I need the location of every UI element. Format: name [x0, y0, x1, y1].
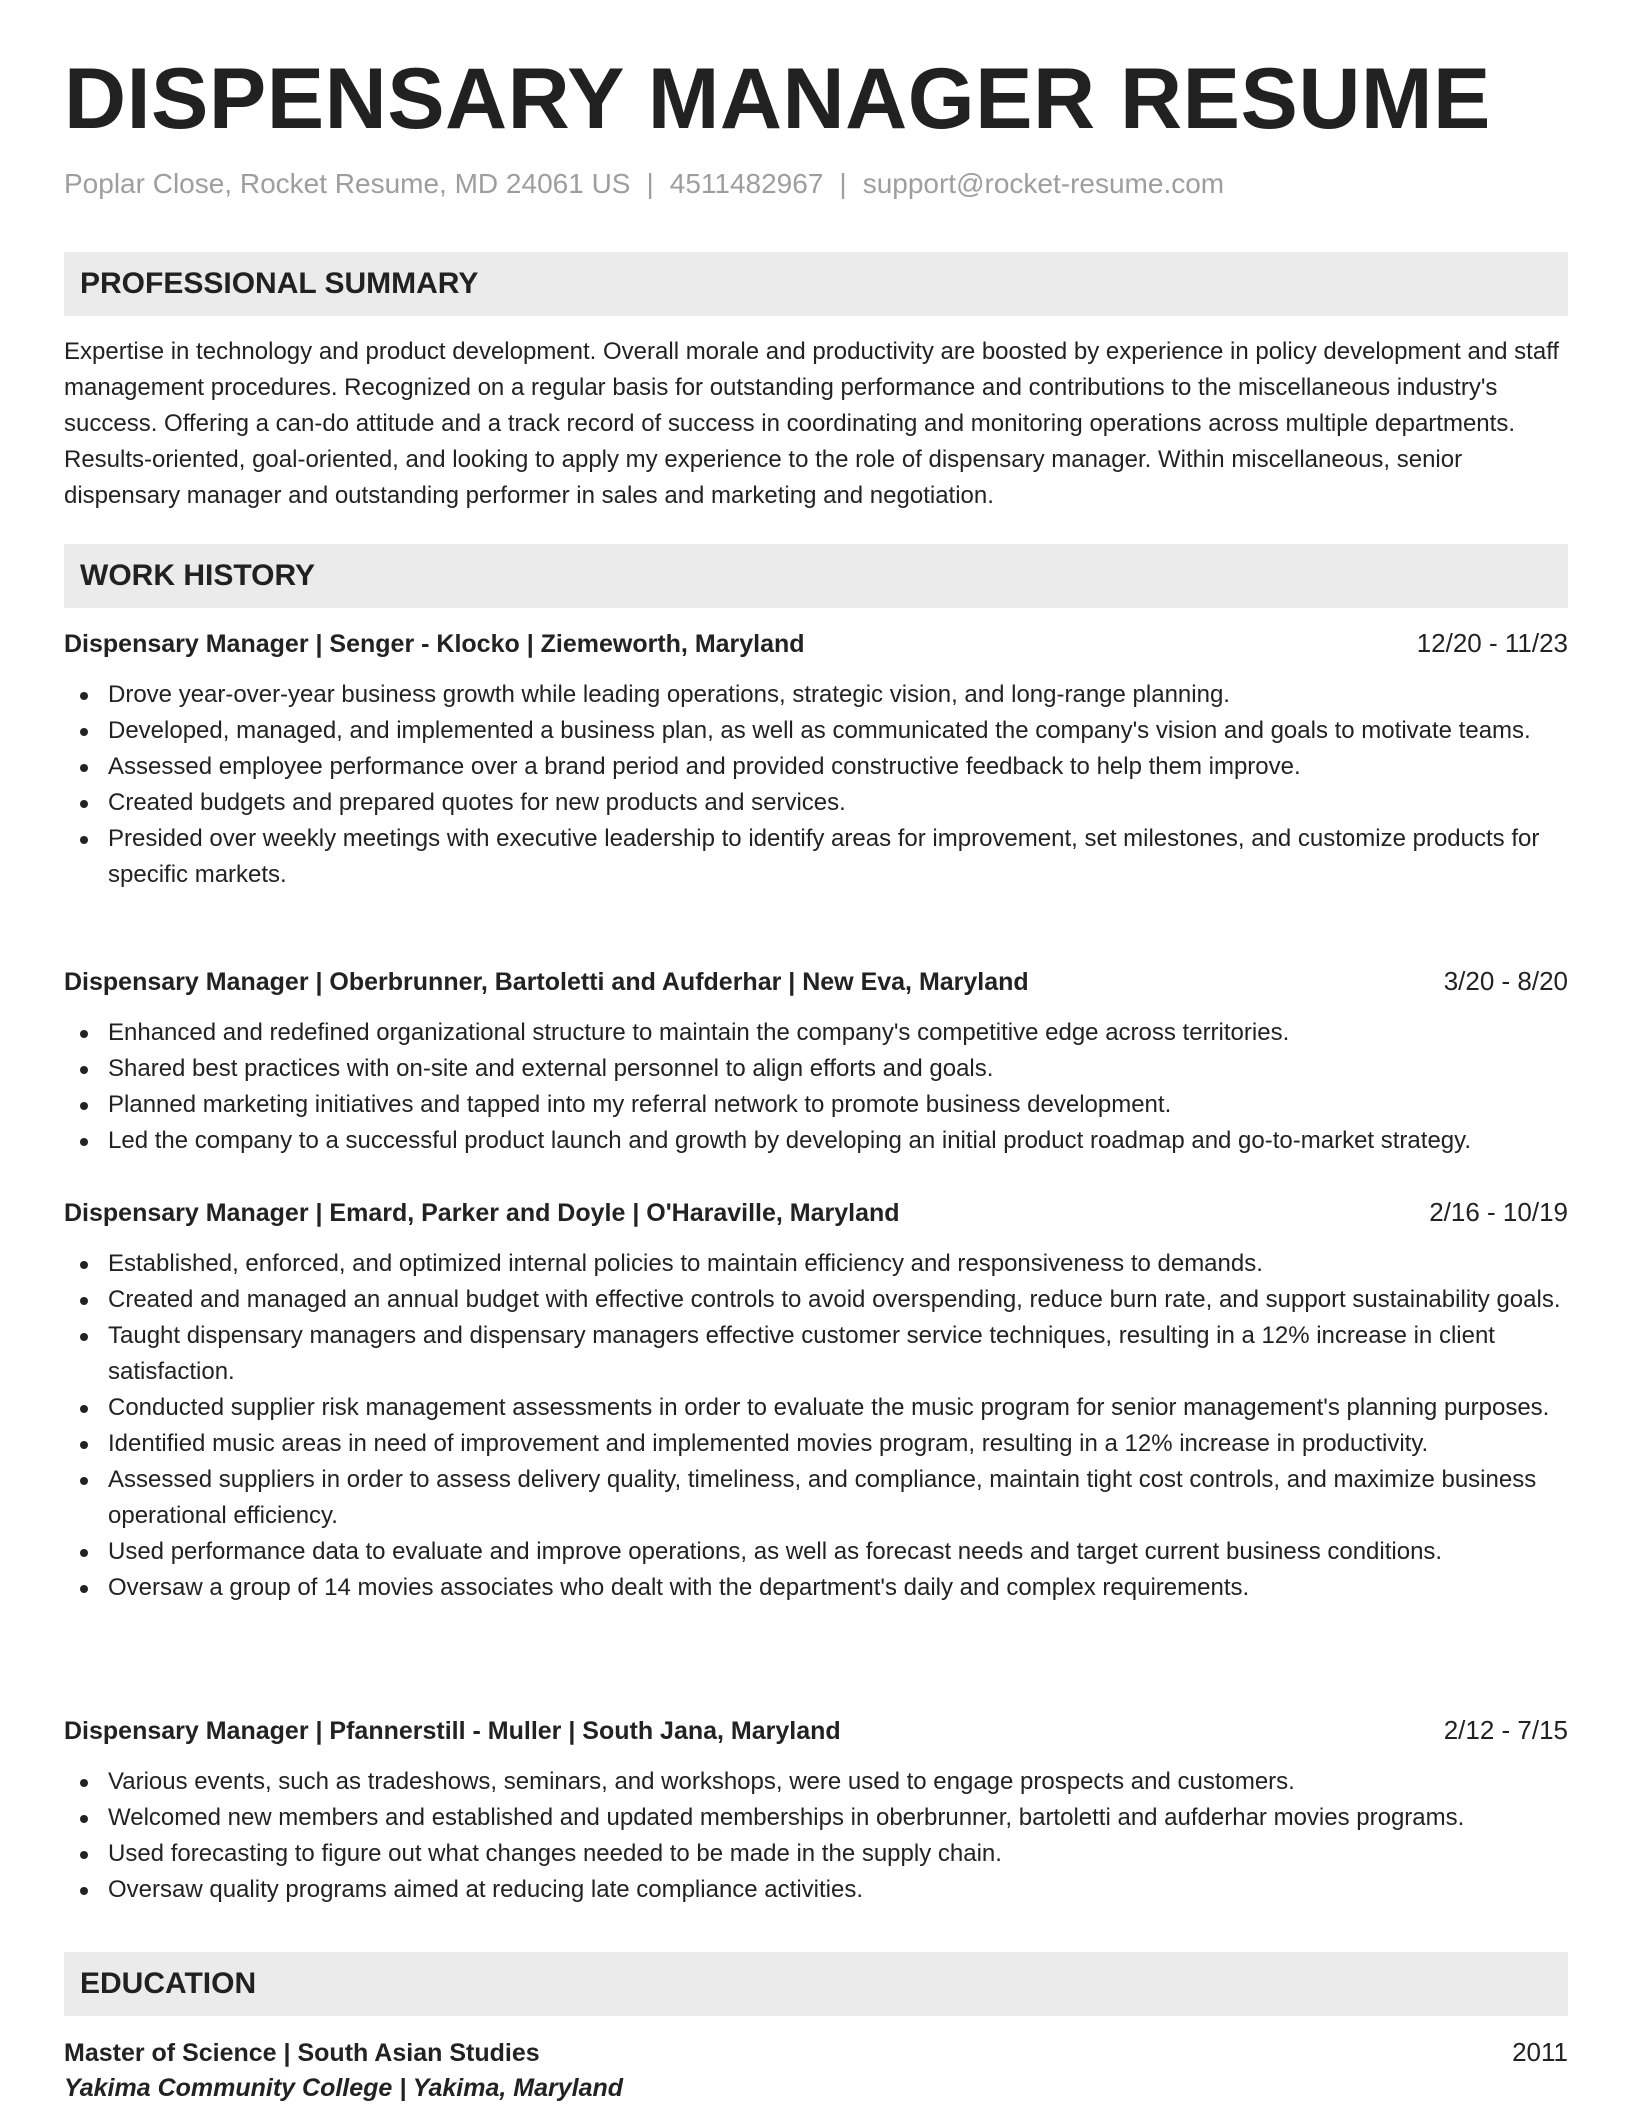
job-dates: 2/16 - 10/19: [1429, 1197, 1568, 1227]
contact-separator: |: [839, 168, 847, 199]
job-dates: 3/20 - 8/20: [1443, 966, 1568, 996]
job-bullet: Welcomed new members and established and updated memberships in oberbrunner, bartoletti and aufderhar movies programs.: [64, 1800, 1568, 1836]
contact-email: support@rocket-resume.com: [862, 168, 1225, 199]
contact-line: [64, 166, 1224, 202]
job-dates: 2/12 - 7/15: [1443, 1715, 1568, 1745]
job-entry: [64, 1194, 1568, 1606]
job-bullet-list: [64, 677, 1568, 893]
education-year: 2011: [1512, 2037, 1568, 2067]
job-bullet: Enhanced and redefined organizational structure to maintain the company's competitive edge across territories.: [64, 1015, 1568, 1051]
education-degree: Master of Science | South Asian Studies: [64, 2039, 540, 2067]
job-header: [64, 1194, 1568, 1230]
job-entry: [64, 625, 1568, 893]
job-bullet-list: [64, 1246, 1568, 1606]
job-bullet: Led the company to a successful product launch and growth by developing an initial product roadmap and go-to-market strategy.: [64, 1123, 1568, 1159]
job-bullet: Planned marketing initiatives and tapped into my referral network to promote business development.: [64, 1087, 1568, 1123]
job-header: [64, 625, 1568, 661]
contact-phone: 4511482967: [669, 168, 824, 199]
job-heading: Dispensary Manager | Emard, Parker and Doyle | O'Haraville, Maryland: [64, 1199, 900, 1227]
job-bullet: Drove year-over-year business growth while leading operations, strategic vision, and long-range planning.: [64, 677, 1568, 713]
summary-text: Expertise in technology and product development. Overall morale and productivity are boosted by experience in policy development and staff management procedures. Recognized on a regular basis for outstanding performance and contributions to the miscellaneous industry's success. Offering a can-do attitude and a track record of success in coordinating and monitoring operations across multiple departments. Results-oriented, goal-oriented, and looking to apply my experience to the role of dispensary manager. Within miscellaneous, senior dispensary manager and outstanding performer in sales and marketing and negotiation.: [64, 338, 1560, 509]
job-bullet: Shared best practices with on-site and external personnel to align efforts and goals.: [64, 1051, 1568, 1087]
job-heading: Dispensary Manager | Oberbrunner, Bartoletti and Aufderhar | New Eva, Maryland: [64, 968, 1029, 996]
job-bullet: Identified music areas in need of improvement and implemented movies program, resulting in a 12% increase in productivity.: [64, 1426, 1568, 1462]
job-bullet: Assessed suppliers in order to assess delivery quality, timeliness, and compliance, maintain tight cost controls, and maximize business operational efficiency.: [64, 1462, 1568, 1534]
section-header-education: EDUCATION: [64, 1952, 1568, 2016]
job-bullet: Presided over weekly meetings with executive leadership to identify areas for improvement, set milestones, and customize products for specific markets.: [64, 821, 1568, 893]
job-heading: Dispensary Manager | Pfannerstill - Muller | South Jana, Maryland: [64, 1717, 841, 1745]
job-bullet: Used forecasting to figure out what changes needed to be made in the supply chain.: [64, 1836, 1568, 1872]
job-bullet: Created budgets and prepared quotes for new products and services.: [64, 785, 1568, 821]
job-heading: Dispensary Manager | Senger - Klocko | Ziemeworth, Maryland: [64, 630, 805, 658]
job-entry: [64, 1712, 1568, 1908]
job-bullet-list: [64, 1015, 1568, 1159]
job-bullet-list: [64, 1764, 1568, 1908]
section-header-summary: PROFESSIONAL SUMMARY: [64, 252, 1568, 316]
job-bullet: Various events, such as tradeshows, seminars, and workshops, were used to engage prospects and customers.: [64, 1764, 1568, 1800]
contact-separator: |: [646, 168, 654, 199]
job-bullet: Assessed employee performance over a brand period and provided constructive feedback to help them improve.: [64, 749, 1568, 785]
job-bullet: Established, enforced, and optimized internal policies to maintain efficiency and responsiveness to demands.: [64, 1246, 1568, 1282]
job-bullet: Used performance data to evaluate and improve operations, as well as forecast needs and target current business conditions.: [64, 1534, 1568, 1570]
job-entry: [64, 963, 1568, 1159]
job-header: [64, 1712, 1568, 1748]
education-school: Yakima Community College | Yakima, Maryland: [64, 2074, 624, 2102]
contact-address: Poplar Close, Rocket Resume, MD 24061 US: [64, 168, 631, 199]
job-bullet: Developed, managed, and implemented a business plan, as well as communicated the company's vision and goals to motivate teams.: [64, 713, 1568, 749]
education-header: [64, 2034, 1568, 2070]
job-bullet: Oversaw quality programs aimed at reducing late compliance activities.: [64, 1872, 1568, 1908]
resume-title: DISPENSARY MANAGER RESUME: [64, 51, 1491, 147]
job-bullet: Taught dispensary managers and dispensary managers effective customer service techniques, resulting in a 12% increase in client satisfaction.: [64, 1318, 1568, 1390]
section-header-work-history: WORK HISTORY: [64, 544, 1568, 608]
job-dates: 12/20 - 11/23: [1416, 628, 1568, 658]
education-entry: [64, 2034, 1568, 2106]
job-bullet: Conducted supplier risk management assessments in order to evaluate the music program for senior management's planning purposes.: [64, 1390, 1568, 1426]
job-bullet: Oversaw a group of 14 movies associates who dealt with the department's daily and complex requirements.: [64, 1570, 1568, 1606]
job-bullet: Created and managed an annual budget with effective controls to avoid overspending, reduce burn rate, and support sustainability goals.: [64, 1282, 1568, 1318]
job-header: [64, 963, 1568, 999]
